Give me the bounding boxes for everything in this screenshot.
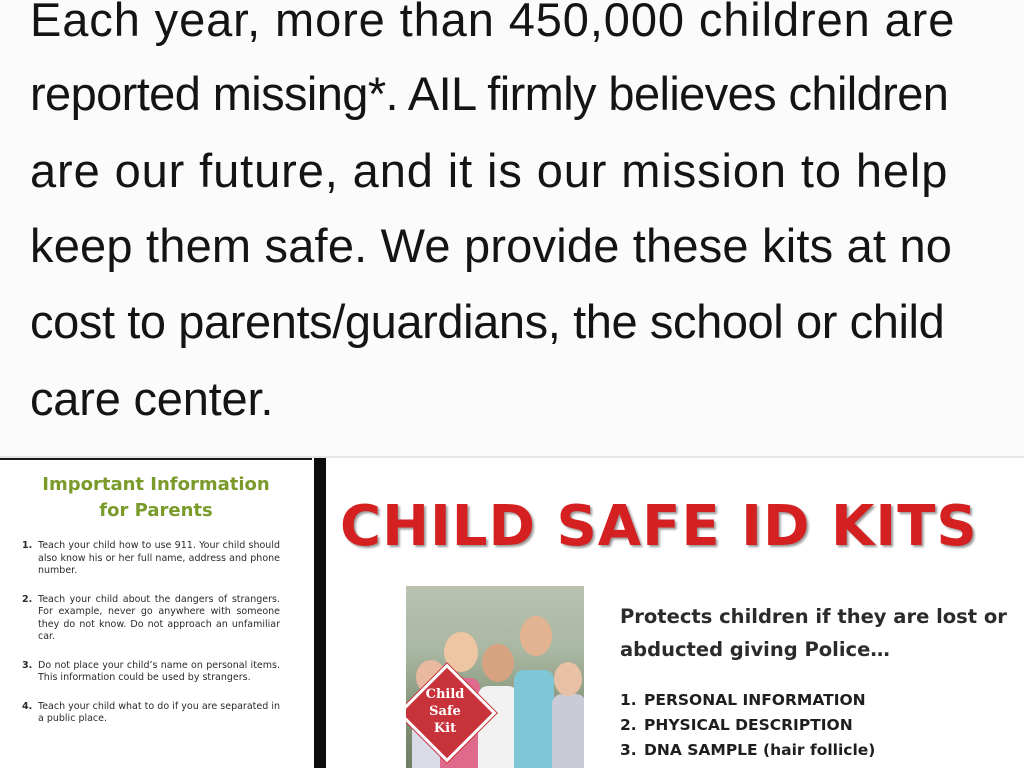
child-face [520, 616, 552, 656]
id-kit-feature-item [620, 738, 875, 763]
id-kit-feature-number: 1. [620, 691, 637, 709]
id-kit-lead-line: abducted giving Police… [620, 638, 890, 661]
id-kit-features-list [620, 688, 875, 763]
intro-line: reported missing*. AIL firmly believes children [30, 67, 949, 120]
children-photo [406, 586, 584, 768]
parent-tip-item [22, 701, 280, 726]
id-kit-lead-text [620, 600, 1024, 666]
id-kit-heading: CHILD SAFE ID KITS [340, 494, 978, 559]
id-kit-feature-number: 3. [620, 741, 637, 759]
parent-info-title-line: for Parents [99, 500, 213, 521]
intro-line: Each year, more than 450,000 children are [30, 0, 956, 46]
id-kit-panel [326, 458, 1024, 768]
intro-line: keep them safe. We provide these kits at no [30, 219, 953, 272]
intro-line: care center. [30, 372, 274, 425]
sign-text-line: Safe [429, 704, 461, 719]
id-kit-feature-item [620, 688, 875, 713]
parent-tip-number: 1. [22, 540, 33, 551]
id-kit-feature-text: PHYSICAL DESCRIPTION [644, 716, 853, 734]
intro-line: cost to parents/guardians, the school or child [30, 295, 945, 348]
child-figure [478, 686, 518, 768]
parent-tip-item [22, 660, 280, 685]
child-figure [552, 694, 584, 768]
sign-text-line: Kit [433, 721, 457, 736]
parent-tip-number: 2. [22, 593, 33, 605]
parent-tip-text: Teach your child about the dangers of strangers. For example, never go anywhere with someone they do not know. Do not approach an unfamiliar car. [38, 593, 280, 642]
parent-tip-number: 4. [22, 700, 33, 712]
parent-info-panel [0, 458, 312, 768]
parent-tip-item [22, 540, 280, 578]
child-safe-kit-sign-text [414, 686, 476, 737]
parent-tip-item [22, 594, 280, 644]
parent-tips-list [22, 540, 280, 742]
intro-line: are our future, and it is our mission to help [30, 144, 949, 197]
child-figure [514, 670, 554, 768]
sign-text-line: Child [425, 687, 465, 702]
parent-tip-number: 3. [22, 659, 33, 671]
id-kit-feature-text: PERSONAL INFORMATION [644, 691, 866, 709]
id-kit-feature-text: DNA SAMPLE (hair follicle) [644, 741, 876, 759]
child-face [554, 662, 582, 696]
child-face [482, 644, 514, 682]
parent-tip-text: Teach your child what to do if you are separated in a public place. [38, 700, 280, 724]
id-kit-lead-line: Protects children if they are lost or [620, 605, 1007, 628]
parent-tip-text: Do not place your child’s name on personal items. This information could be used by strangers. [38, 659, 280, 683]
parent-tip-text: Teach your child how to use 911. Your child should also know his or her full name, address and phone number. [38, 540, 280, 576]
parent-info-title [0, 472, 312, 524]
id-kit-feature-item [620, 713, 875, 738]
id-kit-feature-number: 2. [620, 716, 637, 734]
parent-info-title-line: Important Information [42, 474, 270, 495]
panel-divider [314, 458, 326, 768]
